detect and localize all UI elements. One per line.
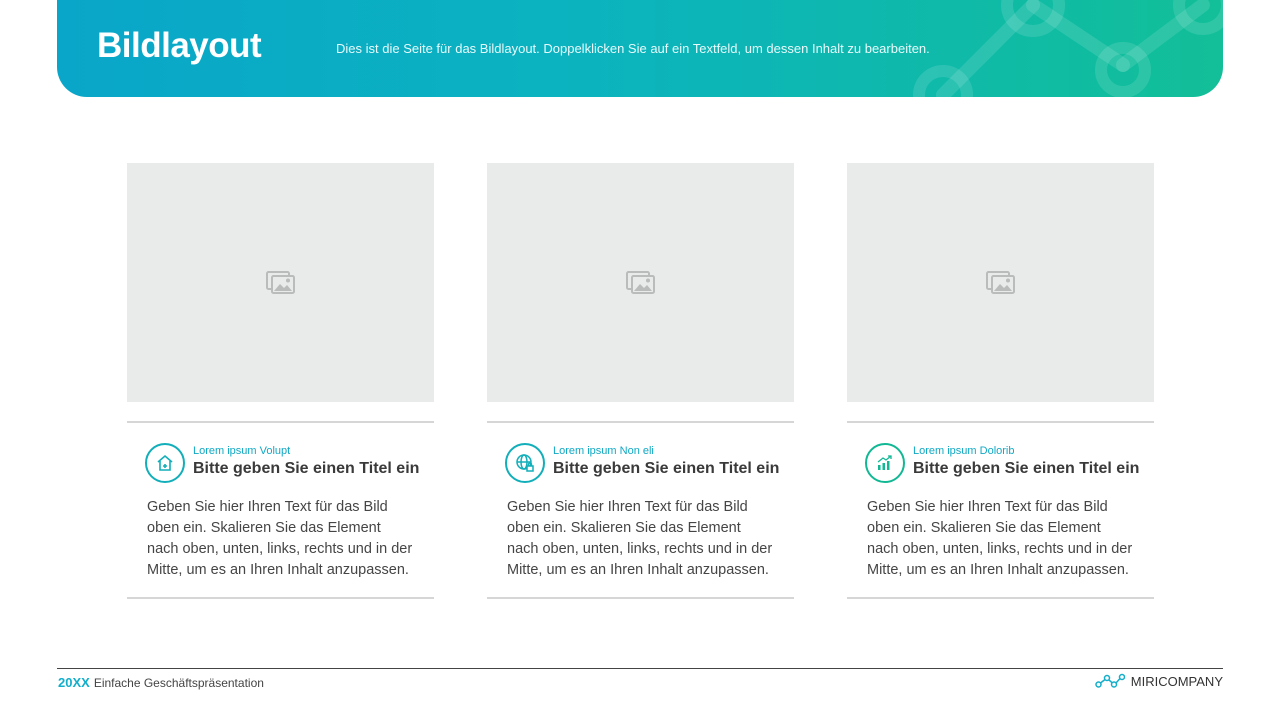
image-placeholder-icon (626, 271, 656, 295)
divider (127, 597, 434, 599)
globe-lock-icon (505, 443, 545, 483)
header-banner (57, 0, 1223, 97)
card-heading (847, 423, 1154, 485)
image-placeholder[interactable] (847, 163, 1154, 402)
card-title: Bitte geben Sie einen Titel ein (913, 460, 1140, 477)
growth-chart-icon (865, 443, 905, 483)
footer-caption-text: Einfache Geschäftspräsentation (93, 676, 264, 690)
page-subtitle: Dies ist die Seite für das Bildlayout. Doppelklicken Sie auf ein Textfeld, um dessen Inhalt zu bearbeiten. (336, 41, 930, 56)
footer-brand-block (1095, 673, 1223, 689)
card-title: Bitte geben Sie einen Titel ein (193, 460, 420, 477)
footer-divider (57, 668, 1223, 669)
brand-logo-icon (1095, 673, 1125, 689)
card-body-text: Geben Sie hier Ihren Text für das Bild oben ein. Skalieren Sie das Element nach oben, unten, links, rechts und in der Mitte, um es an Ihren Inhalt anzupassen. (147, 499, 413, 578)
card-kicker: Lorem ipsum Dolorib (913, 445, 1015, 457)
image-placeholder[interactable] (127, 163, 434, 402)
card-kicker: Lorem ipsum Non eli (553, 445, 654, 457)
image-card (127, 163, 434, 599)
brand-name: MIRICOMPANY (1130, 673, 1223, 689)
image-placeholder-icon (986, 271, 1016, 295)
footer-caption (58, 675, 264, 690)
divider (487, 597, 794, 599)
card-heading (127, 423, 434, 485)
network-decoration (903, 0, 1223, 97)
card-heading (487, 423, 794, 485)
image-placeholder-icon (266, 271, 296, 295)
card-kicker: Lorem ipsum Volupt (193, 445, 291, 457)
card-body-text: Geben Sie hier Ihren Text für das Bild oben ein. Skalieren Sie das Element nach oben, unten, links, rechts und in der Mitte, um es an Ihren Inhalt anzupassen. (507, 499, 773, 578)
image-placeholder[interactable] (487, 163, 794, 402)
page-title: Bildlayout (97, 26, 262, 65)
card-body-text: Geben Sie hier Ihren Text für das Bild oben ein. Skalieren Sie das Element nach oben, unten, links, rechts und in der Mitte, um es an Ihren Inhalt anzupassen. (867, 499, 1133, 578)
house-icon (145, 443, 185, 483)
card-title: Bitte geben Sie einen Titel ein (553, 460, 780, 477)
image-card (847, 163, 1154, 599)
image-card (487, 163, 794, 599)
footer-year: 20XX (58, 675, 90, 690)
divider (847, 597, 1154, 599)
